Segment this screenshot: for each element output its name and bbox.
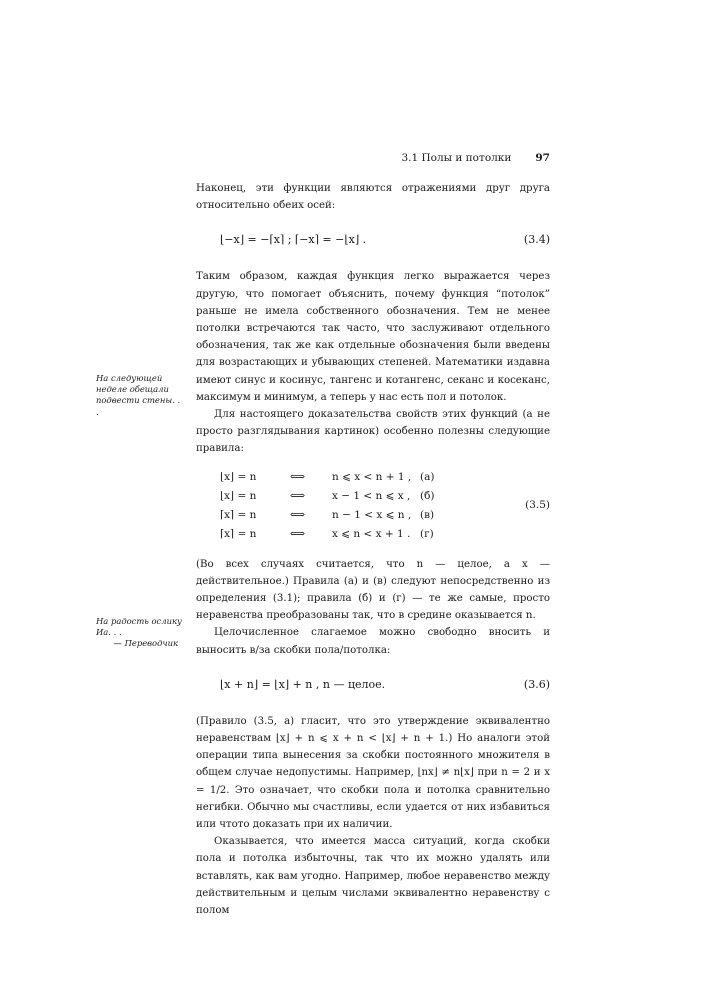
rule-iff: ⟺ — [290, 489, 306, 502]
rule-lhs: ⌈x⌉ = n — [220, 527, 257, 540]
section-title: 3.1 Полы и потолки — [401, 152, 512, 164]
rule-rhs: x − 1 < n ⩽ x , — [332, 489, 411, 502]
margin-note-text: На следующей неделе обещали подвести стены. . . — [96, 373, 181, 417]
paragraph: Целочисленное слагаемое можно свободно вносить и выносить в/за скобки пола/потолка: — [196, 627, 550, 656]
paragraph: (Правило (3.5, а) гласит, что это утверждение эквивалентно неравенствам ⌊x⌋ + n ⩽ x + n < ⌊x⌋ + n + 1.) Но аналоги этой операции типа вынесения за скобки постоянного множителя в общем случае недопустимы. Например, ⌊nx⌋ ≠ n⌊x⌋ при n = 2 и x = 1/2. Это означает, что скобки пола и потолка сравнительно негибки. Обычно мы счастливы, если удается от них избавиться или чтото доказать при их наличии. — [196, 715, 550, 831]
running-head — [196, 152, 550, 164]
margin-note — [96, 373, 184, 418]
equation-formula: ⌊−x⌋ = −⌈x⌉ ; ⌈−x⌉ = −⌊x⌋ . — [220, 233, 367, 247]
rule-iff: ⟺ — [290, 527, 306, 540]
rule-rhs: n ⩽ x < n + 1 , — [332, 470, 412, 483]
rule-tag: (б) — [420, 489, 435, 502]
rule-rhs: n − 1 < x ⩽ n , — [332, 508, 412, 521]
rule-iff: ⟺ — [290, 470, 306, 483]
paragraph: Таким образом, каждая функция легко выражается через другую, что помогает объяснить, почему функция “потолок” раньше не имела собственного обозначения. Тем не менее потолки встречаются так часто, что заслуживают отдельного обозначения, так же как отдельные обозначения были введены для возрастающих и убывающих степеней. Математики издавна имеют синус и косинус, тангенс и котангенс, секанс и косеканс, максимум и минимум, а теперь у нас есть пол и потолок. — [196, 271, 550, 403]
rule-tag: (а) — [420, 470, 435, 483]
rule-tag: (в) — [420, 508, 435, 521]
rule-tag: (г) — [420, 527, 434, 540]
main-text — [196, 180, 550, 919]
rule-rhs: x ⩽ n < x + 1 . — [332, 527, 411, 540]
margin-note — [96, 616, 184, 650]
rule-lhs: ⌈x⌉ = n — [220, 508, 257, 521]
paragraph: Наконец, эти функции являются отражениями друг друга относительно обеих осей: — [196, 183, 550, 212]
rule-lhs: ⌊x⌋ = n — [220, 489, 257, 502]
paragraph: (Во всех случаях считается, что n — целое, а x — действительное.) Правила (а) и (в) следуют непосредственно из определения (3.1); правила (б) и (г) — те же самые, просто неравенства преобразованы так, что в средине оказывается n. — [196, 558, 550, 622]
equation-formula: ⌊x + n⌋ = ⌊x⌋ + n , n — целое. — [220, 677, 386, 691]
equation-3-6 — [196, 675, 550, 695]
equation-3-4 — [196, 230, 550, 250]
margin-note-attribution: — Переводчик — [113, 638, 178, 649]
equation-number: (3.4) — [523, 233, 550, 247]
equation-number: (3.5) — [525, 498, 550, 511]
paragraph: Для настоящего доказательства свойств этих функций (а не просто разглядывания картинок) особенно полезны следующие правила: — [196, 409, 550, 455]
margin-note-text: На радость ослику Иа. . . — [96, 616, 182, 638]
page-number: 97 — [535, 152, 550, 164]
paragraph: Оказывается, что имеется масса ситуаций, когда скобки пола и потолка избыточны, так что их можно удалять или вставлять, как вам угодно. Например, любое неравенство между действительным и целым числами эквивалентно неравенству с полом — [196, 836, 550, 917]
rule-iff: ⟺ — [290, 508, 306, 521]
rule-lhs: ⌊x⌋ = n — [220, 470, 257, 483]
equation-3-5 — [196, 468, 550, 544]
equation-number: (3.6) — [523, 677, 550, 691]
